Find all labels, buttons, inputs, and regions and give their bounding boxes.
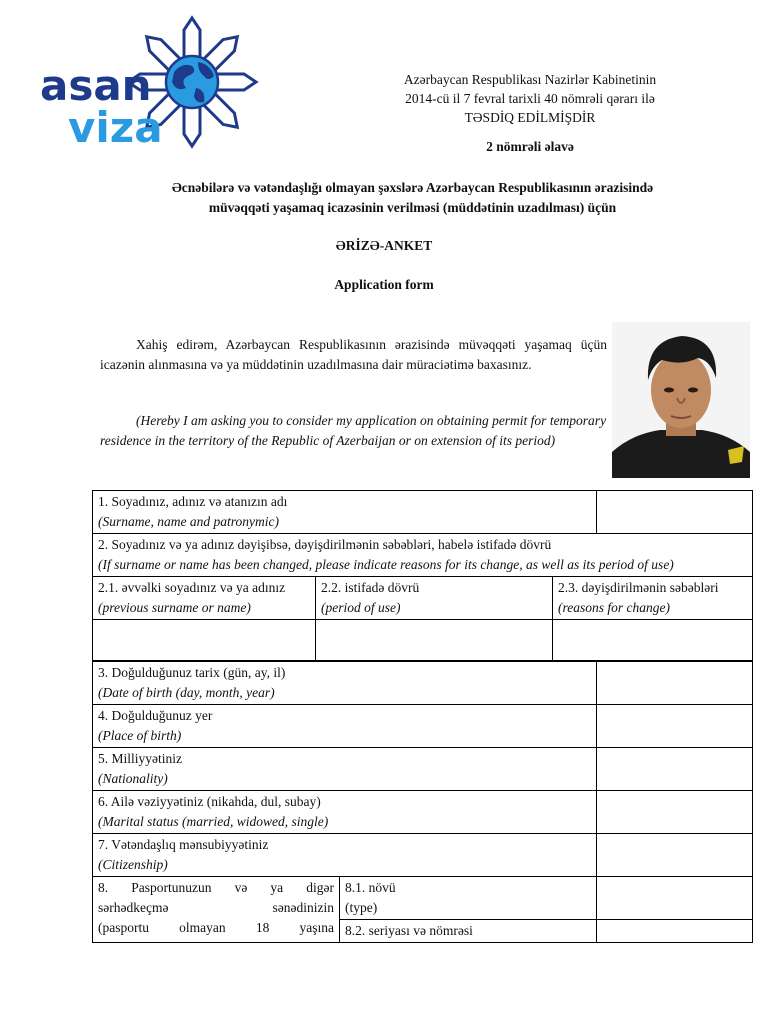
field-8-1-label-az: 8.1. növü bbox=[345, 880, 396, 895]
field-label-8-2 bbox=[340, 920, 597, 943]
field-row-7 bbox=[93, 834, 753, 877]
field-1-label-az: 1. Soyadınız, adınız və atanızın adı bbox=[98, 494, 288, 509]
field-row-2-sub-headers bbox=[93, 577, 753, 620]
field-8-1-input[interactable] bbox=[597, 877, 753, 920]
field-8-2-input[interactable] bbox=[597, 920, 753, 943]
field-5-label-en: (Nationality) bbox=[98, 771, 168, 786]
header-line-3: TƏSDİQ EDİLMİŞDİR bbox=[464, 110, 596, 125]
field-row-2-inputs bbox=[93, 620, 753, 662]
request-text-en: (Hereby I am asking you to consider my application on obtaining permit for temporary residence in the territory of the Republic of Azerbaijan or on extension of its period) bbox=[100, 413, 607, 448]
field-label-5 bbox=[93, 748, 597, 791]
field-2-2-label-en: (period of use) bbox=[321, 600, 401, 615]
title-line-1: Əcnəbilərə və vətəndaşlığı olmayan şəxslərə Azərbaycan Respublikasının ərazisində bbox=[171, 180, 654, 195]
application-form-table bbox=[92, 490, 753, 943]
field-2-3-label-en: (reasons for change) bbox=[558, 600, 670, 615]
field-5-label-az: 5. Milliyyətiniz bbox=[98, 751, 182, 766]
field-4-input[interactable] bbox=[597, 705, 753, 748]
field-label-2-3 bbox=[553, 577, 753, 620]
field-2-3-label-az: 2.3. dəyişdirilmənin səbəbləri bbox=[558, 580, 719, 595]
field-label-6 bbox=[93, 791, 597, 834]
field-2-3-input[interactable] bbox=[553, 620, 753, 662]
field-label-8 bbox=[93, 877, 340, 943]
applicant-photo bbox=[612, 322, 750, 478]
field-label-2-1 bbox=[93, 577, 316, 620]
field-3-input[interactable] bbox=[597, 661, 753, 705]
field-row-5 bbox=[93, 748, 753, 791]
field-row-2 bbox=[93, 534, 753, 577]
field-2-2-label-az: 2.2. istifadə dövrü bbox=[321, 580, 420, 595]
field-label-2-2 bbox=[316, 577, 553, 620]
field-2-1-label-en: (previous surname or name) bbox=[98, 600, 251, 615]
field-7-label-az: 7. Vətəndaşlıq mənsubiyyətiniz bbox=[98, 837, 269, 852]
field-7-label-en: (Citizenship) bbox=[98, 857, 168, 872]
field-8-label-line-2: sərhədkeçmə sənədinizin bbox=[98, 900, 334, 915]
field-row-8-1 bbox=[93, 877, 753, 920]
field-2-1-label-az: 2.1. əvvəlki soyadınız və ya adınız bbox=[98, 580, 286, 595]
field-1-label-en: (Surname, name and patronymic) bbox=[98, 514, 279, 529]
field-6-label-en: (Marital status (married, widowed, single) bbox=[98, 814, 329, 829]
field-3-label-en: (Date of birth (day, month, year) bbox=[98, 685, 275, 700]
field-row-4 bbox=[93, 705, 753, 748]
field-2-1-input[interactable] bbox=[93, 620, 316, 662]
logo-text-asan: asan bbox=[40, 61, 152, 110]
annex-label: 2 nömrəli əlavə bbox=[486, 139, 574, 154]
field-row-1 bbox=[93, 491, 753, 534]
field-6-input[interactable] bbox=[597, 791, 753, 834]
document-title bbox=[90, 178, 735, 218]
field-label-2 bbox=[93, 534, 753, 577]
asan-viza-logo bbox=[40, 8, 280, 160]
field-2-label-en: (If surname or name has been changed, please indicate reasons for its change, as well as its period of use) bbox=[98, 557, 674, 572]
header-line-1: Azərbaycan Respublikası Nazirlər Kabinetinin bbox=[403, 72, 657, 87]
field-label-7 bbox=[93, 834, 597, 877]
field-5-input[interactable] bbox=[597, 748, 753, 791]
field-label-4 bbox=[93, 705, 597, 748]
field-4-label-az: 4. Doğulduğunuz yer bbox=[98, 708, 213, 723]
field-7-input[interactable] bbox=[597, 834, 753, 877]
title-line-2: müvəqqəti yaşamaq icazəsinin verilməsi (müddətinin uzadılması) üçün bbox=[208, 200, 617, 215]
field-1-input[interactable] bbox=[597, 491, 753, 534]
field-3-label-az: 3. Doğulduğunuz tarix (gün, ay, il) bbox=[98, 665, 286, 680]
field-8-1-label-en: (type) bbox=[345, 900, 378, 915]
form-title-az: ƏRİZƏ-ANKET bbox=[335, 238, 433, 253]
field-8-label-line-3: (pasportu olmayan 18 yaşına bbox=[98, 920, 334, 935]
field-label-8-1 bbox=[340, 877, 597, 920]
form-title-en: Application form bbox=[334, 277, 434, 292]
field-row-3 bbox=[93, 661, 753, 705]
field-8-2-label-az: 8.2. seriyası və nömrəsi bbox=[345, 923, 473, 938]
field-row-6 bbox=[93, 791, 753, 834]
field-6-label-az: 6. Ailə vəziyyətiniz (nikahda, dul, subay) bbox=[98, 794, 321, 809]
approval-header bbox=[330, 70, 730, 156]
field-2-label-az: 2. Soyadınız və ya adınız dəyişibsə, dəyişdirilmənin səbəbləri, habelə istifadə dövrü bbox=[98, 537, 552, 552]
field-label-1 bbox=[93, 491, 597, 534]
request-text-az: Xahiş edirəm, Azərbaycan Respublikasının ərazisində müvəqqəti yaşamaq üçün icazənin alınmasına və ya müddətinin uzadılmasına dair müraciətimə baxasınız. bbox=[100, 337, 607, 372]
header-line-2: 2014-cü il 7 fevral tarixli 40 nömrəli qərarı ilə bbox=[405, 91, 655, 106]
logo-text-viza: viza bbox=[68, 103, 163, 152]
field-8-label-line-1: 8. Pasportunuzun və ya digər bbox=[98, 880, 334, 895]
field-4-label-en: (Place of birth) bbox=[98, 728, 182, 743]
field-label-3 bbox=[93, 661, 597, 705]
field-2-2-input[interactable] bbox=[316, 620, 553, 662]
